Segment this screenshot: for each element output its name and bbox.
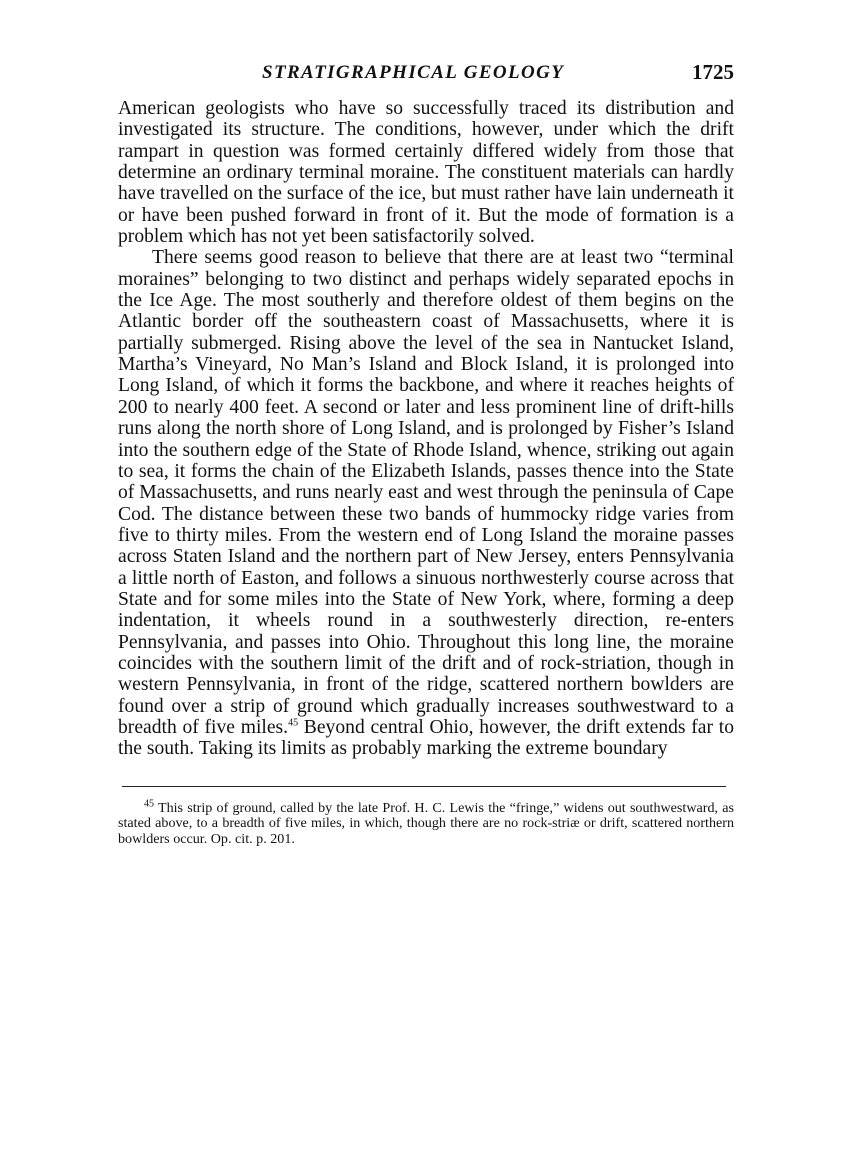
paragraph-2: [118, 247, 734, 759]
running-head: STRATIGRAPHICAL GEOLOGY: [262, 62, 565, 83]
footnote-marker: 45: [144, 797, 154, 809]
page-number: 1725: [692, 60, 734, 84]
page-header: [118, 60, 734, 90]
footnote-text: This strip of ground, called by the late Prof. H. C. Lewis the “fringe,” widens out southwestward, as stated above, to a breadth of five miles, in which, though there are no rock-striæ or drift, scattered northern bowlders occur. Op. cit. p. 201.: [118, 799, 734, 847]
paragraph-2-end-text: Beyond central Ohio, however, the drift extends far to the south. Taking its limits as probably marking the extreme boundary: [118, 716, 734, 760]
paragraph-1: [118, 98, 734, 247]
footnote-reference[interactable]: 45: [288, 717, 299, 729]
body-text: [118, 98, 734, 760]
paragraph-1-text: American geologists who have so successfully traced its distribution and investigated its structure. The conditions, however, under which the drift rampart in question was formed certainly differed widely from those that determine an ordinary terminal moraine. The constituent materials can hardly have travelled on the surface of the ice, but must rather have lain underneath it or have been pushed forward in front of it. But the mode of formation is a problem which has not yet been satisfactorily solved.: [118, 98, 734, 248]
footnote-divider: [122, 786, 726, 787]
book-page: [118, 60, 734, 847]
paragraph-2-text: There seems good reason to believe that there are at least two “terminal moraines” belonging to two distinct and perhaps widely separated epochs in the Ice Age. The most southerly and therefore oldest of them begins on the Atlantic border off the southeastern coast of Massachusetts, where it is partially submerged. Rising above the level of the sea in Nantucket Island, Martha’s Vineyard, No Man’s Island and Block Island, it is prolonged into Long Island, of which it forms the backbone, and where it reaches heights of 200 to nearly 400 feet. A second or later and less prominent line of drift-hills runs along the north shore of Long Island, and is prolonged by Fisher’s Island into the southern edge of the State of Rhode Island, whence, striking out again to sea, it forms the chain of the Elizabeth Islands, passes thence into the State of Massachusetts, and runs nearly east and west through the peninsula of Cape Cod. The distance between these two bands of hummocky ridge varies from five to thirty miles. From the western end of Long Island the moraine passes across Staten Island and the northern part of New Jersey, enters Pennsylvania a little north of Easton, and follows a sinuous northwesterly course across that State and for some miles into the State of New York, where, forming a deep indentation, it wheels round in a southwesterly direction, re-enters Pennsylvania, and passes into Ohio. Throughout this long line, the moraine coincides with the southern limit of the drift and of rock-striation, though in western Pennsylvania, in front of the ridge, scattered northern bowlders are found over a strip of ground which gradually increases southwestward to a breadth of five miles.: [118, 247, 734, 738]
footnote: [118, 797, 734, 848]
